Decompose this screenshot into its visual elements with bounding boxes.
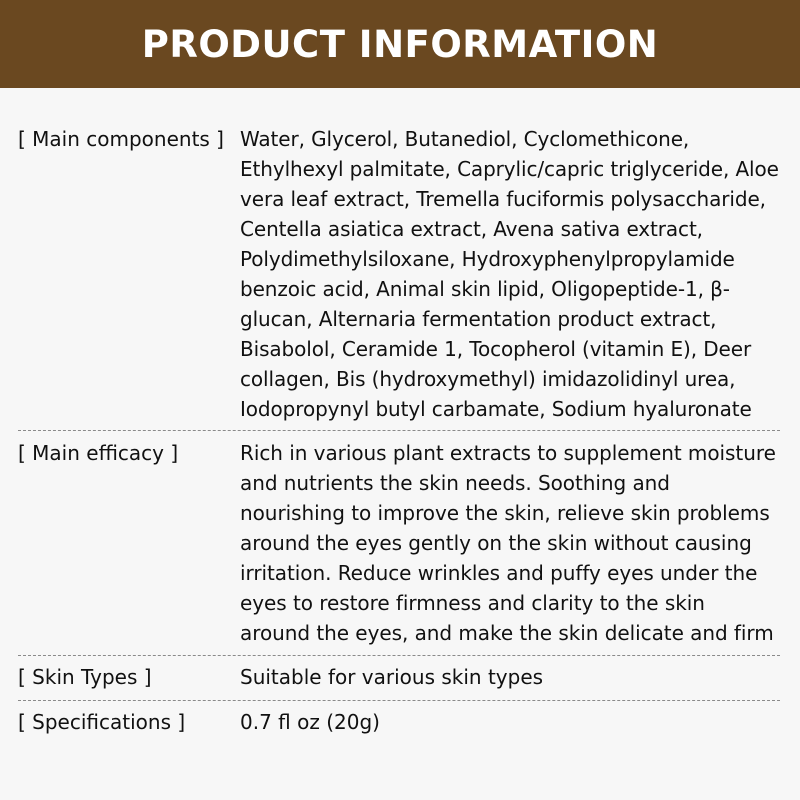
- header-banner: [0, 0, 800, 88]
- row-label: [ Main efficacy ]: [18, 441, 179, 465]
- row-label: [ Main components ]: [18, 127, 224, 151]
- dashed-divider: [18, 430, 780, 431]
- row-value: Rich in various plant extracts to supplement moisture and nutrients the skin needs. Soothing and nourishing to improve the skin, relieve skin problems around the eyes gently on the skin without causing irritation. Reduce wrinkles and puffy eyes under the eyes to restore firmness and clarity to the skin around the eyes, and make the skin delicate and firm: [240, 441, 776, 645]
- row-value: Water, Glycerol, Butanediol, Cyclomethicone, Ethylhexyl palmitate, Caprylic/capric triglyceride, Aloe vera leaf extract, Tremella fuciformis polysaccharide, Centella asiatica extract, Avena sativa extract, Polydimethylsiloxane, Hydroxyphenylpropylamide benzoic acid, Animal skin lipid, Oligopeptide-1, β-glucan, Alternaria fermentation product extract, Bisabolol, Ceramide 1, Tocopherol (vitamin E), Deer collagen, Bis (hydroxymethyl) imidazolidinyl urea, Iodopropynyl butyl carbamate, Sodium hyaluronate: [240, 127, 779, 421]
- info-row-specifications: [18, 707, 780, 737]
- dashed-divider: [18, 700, 780, 701]
- row-label: [ Skin Types ]: [18, 665, 152, 689]
- page-title: PRODUCT INFORMATION: [141, 22, 659, 66]
- info-row-main-efficacy: [18, 438, 780, 650]
- dashed-divider: [18, 655, 780, 656]
- info-row-skin-types: [18, 662, 780, 692]
- product-info-list: [18, 124, 780, 737]
- row-value: Suitable for various skin types: [240, 665, 544, 689]
- row-label: [ Specifications ]: [18, 710, 186, 734]
- info-row-main-components: [18, 124, 780, 424]
- row-value: 0.7 fl oz (20g): [240, 710, 380, 734]
